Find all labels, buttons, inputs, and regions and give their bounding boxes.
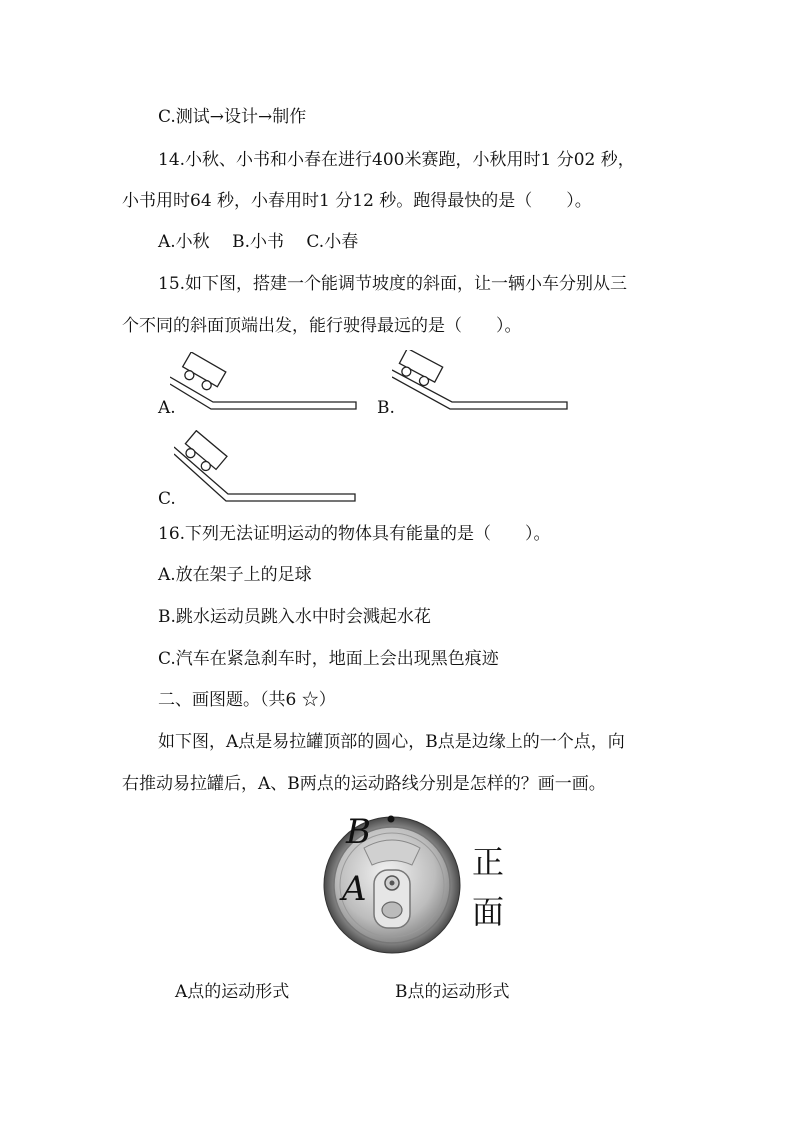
q13-option-c: C.测试→设计→制作 — [158, 107, 307, 127]
q16-option-b: B.跳水运动员跳入水中时会溅起水花 — [158, 607, 431, 627]
q14-options: A.小秋 B.小书 C.小春 — [158, 232, 359, 252]
q16-stem: 16.下列无法证明运动的物体具有能量的是（ ）。 — [158, 524, 551, 544]
section2-stem-line1: 如下图，A点是易拉罐顶部的圆心，B点是边缘上的一个点，向 — [158, 732, 625, 752]
point-a-label: A — [342, 869, 367, 909]
ramp-diagram-c — [174, 430, 364, 506]
q16-option-c: C.汽车在紧急刹车时，地面上会出现黑色痕迹 — [158, 649, 499, 669]
q16-option-a: A.放在架子上的足球 — [158, 565, 312, 585]
q15-label-b: B. — [377, 398, 395, 418]
side-label-zheng: 正 — [472, 843, 505, 881]
section2-stem-line2: 右推动易拉罐后，A、B两点的运动路线分别是怎样的？画一画。 — [122, 774, 606, 794]
q15-label-c: C. — [158, 489, 176, 509]
side-label-mian: 面 — [472, 893, 505, 931]
answer-label-b: B点的运动形式 — [395, 982, 510, 1002]
section2-heading: 二、画图题。（共6 ☆） — [158, 690, 336, 710]
q14-stem-line2: 小书用时64 秒，小春用时1 分12 秒。跑得最快的是（ ）。 — [122, 191, 592, 211]
q15-stem-line1: 15.如下图，搭建一个能调节坡度的斜面，让一辆小车分别从三 — [158, 274, 628, 294]
q14-stem-line1: 14.小秋、小书和小春在进行400米赛跑，小秋用时1 分02 秒， — [158, 150, 635, 170]
ramp-diagram-a — [170, 352, 360, 414]
q15-label-a: A. — [158, 398, 176, 418]
point-b-label: B — [346, 812, 371, 852]
ramp-diagram-b — [392, 350, 572, 414]
answer-label-a: A点的运动形式 — [175, 982, 290, 1002]
can-top-figure — [322, 810, 507, 960]
q15-stem-line2: 个不同的斜面顶端出发，能行驶得最远的是（ ）。 — [122, 316, 522, 336]
